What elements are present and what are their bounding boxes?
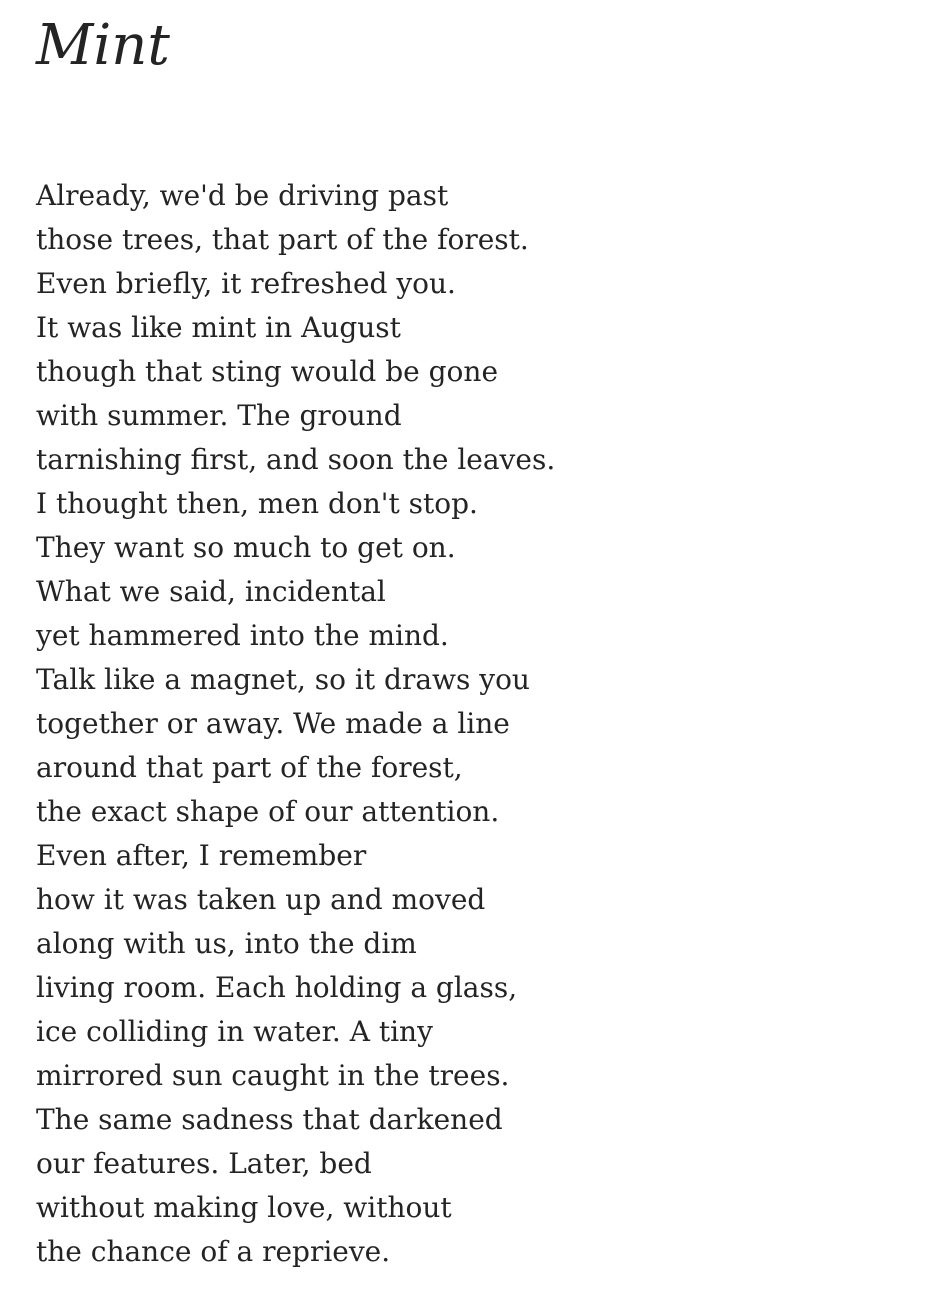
poem-title: Mint <box>36 13 170 78</box>
poem-line: ice colliding in water. A tiny <box>36 1015 433 1048</box>
poem-line: The same sadness that darkened <box>36 1103 503 1136</box>
poem-line: What we said, incidental <box>36 575 386 608</box>
poem-line: those trees, that part of the forest. <box>36 223 529 256</box>
poem-body <box>36 174 896 1274</box>
poem-line: how it was taken up and moved <box>36 883 486 916</box>
poem-line: together or away. We made a line <box>36 707 510 740</box>
poem-line: around that part of the forest, <box>36 751 463 784</box>
poem-line: Already, we'd be driving past <box>36 179 449 212</box>
poem-line: I thought then, men don't stop. <box>36 487 478 520</box>
poem-line: with summer. The ground <box>36 399 402 432</box>
poem-line: living room. Each holding a glass, <box>36 971 518 1004</box>
poem-line: though that sting would be gone <box>36 355 499 388</box>
poem-line: the chance of a reprieve. <box>36 1235 391 1268</box>
poem-line: the exact shape of our attention. <box>36 795 500 828</box>
poem-line: without making love, without <box>36 1191 452 1224</box>
poem-line: It was like mint in August <box>36 311 401 344</box>
poem-line: yet hammered into the mind. <box>36 619 449 652</box>
poem-line: mirrored sun caught in the trees. <box>36 1059 510 1092</box>
poem-line: along with us, into the dim <box>36 927 417 960</box>
poem-line: Talk like a magnet, so it draws you <box>36 663 530 696</box>
poem-line: tarnishing first, and soon the leaves. <box>36 443 556 476</box>
poem-line: Even after, I remember <box>36 839 367 872</box>
poem-line: They want so much to get on. <box>36 531 456 564</box>
poem-line: Even briefly, it refreshed you. <box>36 267 456 300</box>
poem-line: our features. Later, bed <box>36 1147 372 1180</box>
